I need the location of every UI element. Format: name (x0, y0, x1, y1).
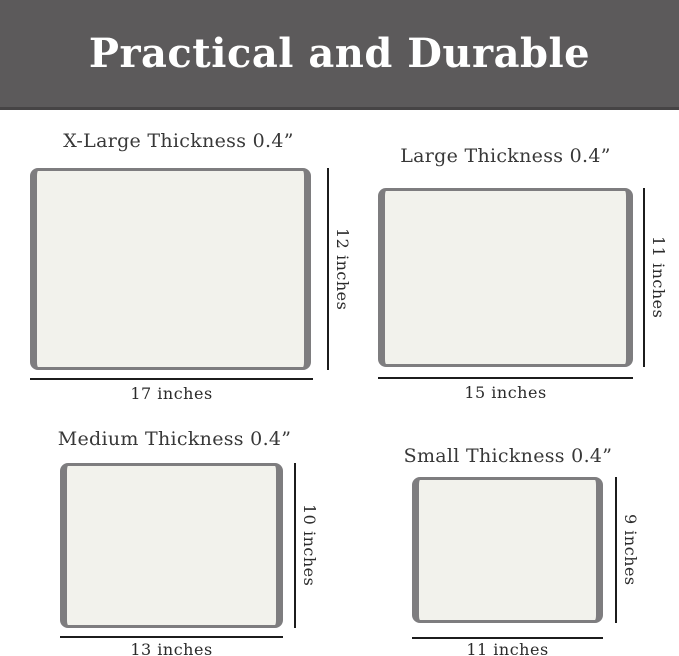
height-dimension-line-x-large (327, 168, 329, 370)
width-dimension-label-x-large: 17 inches (130, 384, 213, 403)
height-dimension-label-x-large: 12 inches (333, 227, 352, 311)
width-dimension-line-large (378, 377, 633, 379)
product-title-large: Large Thickness 0.4” (400, 145, 611, 167)
board-medium (60, 463, 283, 628)
product-title-small: Small Thickness 0.4” (403, 445, 613, 467)
height-dimension-label-small: 9 inches (621, 514, 640, 586)
width-dimension-line-medium (60, 636, 283, 638)
height-dimension-label-large: 11 inches (649, 236, 668, 319)
board-small (412, 477, 603, 623)
height-dimension-label-medium: 10 inches (300, 504, 319, 587)
height-dimension-line-large (643, 188, 645, 367)
width-dimension-line-x-large (30, 378, 313, 380)
height-dimension-line-small (615, 477, 617, 623)
page-title: Practical and Durable (88, 30, 591, 77)
width-dimension-label-large: 15 inches (464, 383, 547, 402)
board-x-large (30, 168, 311, 370)
product-title-x-large: X-Large Thickness 0.4” (63, 130, 294, 152)
width-dimension-label-medium: 13 inches (130, 640, 213, 656)
width-dimension-line-small (412, 637, 603, 639)
product-title-medium: Medium Thickness 0.4” (57, 428, 292, 450)
header-banner (0, 0, 679, 110)
width-dimension-label-small: 11 inches (466, 640, 549, 656)
height-dimension-line-medium (294, 463, 296, 628)
board-large (378, 188, 633, 367)
